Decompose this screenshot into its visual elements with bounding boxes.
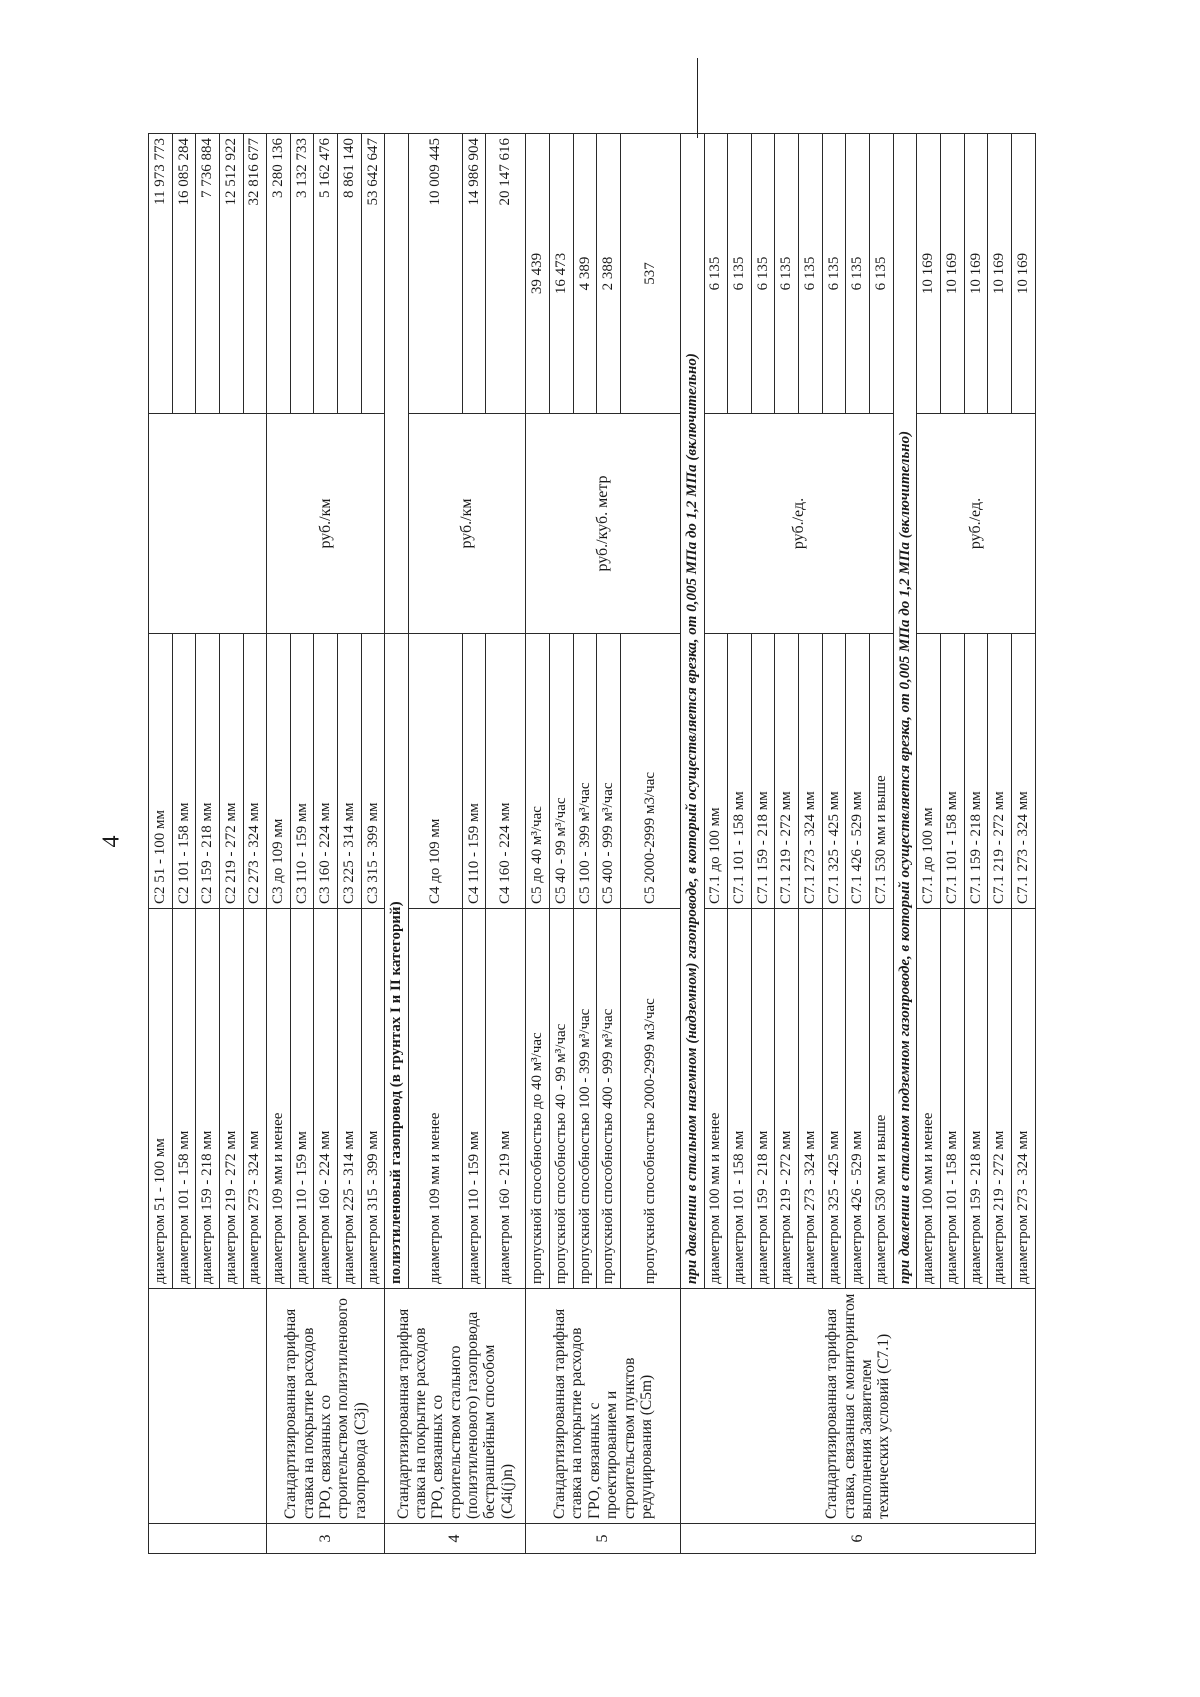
subsection-header: полиэтиленовый газопровод (в грунтах I и II категорий) xyxy=(385,634,409,1289)
value-cell: 39 439 xyxy=(526,134,550,414)
value-cell: 6 135 xyxy=(751,134,775,414)
code-cell: С3 225 - 314 мм xyxy=(338,634,362,909)
parameter-cell: пропускной способностью 40 - 99 м³/час xyxy=(550,909,574,1289)
value-cell: 5 162 476 xyxy=(314,134,338,414)
code-cell: С5 до 40 м³/час xyxy=(526,634,550,909)
code-cell: С7.1 219 - 272 мм xyxy=(988,634,1012,909)
service-description: Стандартизированная тарифная ставка на покрытие расходов ГРО, связанных со строительством полиэтиленового газопровода (С3j) xyxy=(267,1289,385,1524)
parameter-cell: диаметром 110 - 159 мм xyxy=(462,909,486,1289)
unit-cell: руб./ед. xyxy=(917,414,1036,634)
table-row xyxy=(680,134,704,1554)
value-cell: 10 169 xyxy=(988,134,1012,414)
code-cell: С7.1 273 - 324 мм xyxy=(799,634,823,909)
table-row xyxy=(526,134,550,1554)
service-description: Стандартизированная тарифная ставка на покрытие расходов ГРО, связанных со строительством стального (полиэтиленового) газопровода бестраншейным способом (С4i(j)n) xyxy=(385,1289,526,1524)
parameter-cell: пропускной способностью до 40 м³/час xyxy=(526,909,550,1289)
parameter-cell: пропускной способностью 400 - 999 м³/час xyxy=(597,909,621,1289)
value-cell: 3 280 136 xyxy=(267,134,291,414)
parameter-cell: диаметром 100 мм и менее xyxy=(704,909,728,1289)
value-cell: 14 986 904 xyxy=(462,134,486,414)
empty-cell xyxy=(385,134,409,634)
value-cell: 16 085 284 xyxy=(172,134,196,414)
row-number: 6 xyxy=(680,1524,1035,1554)
code-cell: С3 315 - 399 мм xyxy=(361,634,385,909)
parameter-cell: диаметром 159 - 218 мм xyxy=(751,909,775,1289)
code-cell: С3 160 - 224 мм xyxy=(314,634,338,909)
value-cell: 10 169 xyxy=(917,134,941,414)
table-row xyxy=(385,134,409,1554)
value-cell: 3 132 733 xyxy=(290,134,314,414)
code-cell: С7.1 159 - 218 мм xyxy=(964,634,988,909)
parameter-cell: диаметром 110 - 159 мм xyxy=(290,909,314,1289)
tariff-table xyxy=(148,133,1036,1554)
code-cell: С7.1 530 мм и выше xyxy=(870,634,894,909)
value-cell: 20 147 616 xyxy=(486,134,526,414)
margin-line xyxy=(697,58,698,138)
code-cell: С3 до 109 мм xyxy=(267,634,291,909)
value-cell: 32 816 677 xyxy=(243,134,267,414)
parameter-cell: диаметром 160 - 219 мм xyxy=(486,909,526,1289)
value-cell: 7 736 884 xyxy=(196,134,220,414)
parameter-cell: диаметром 100 мм и менее xyxy=(917,909,941,1289)
code-cell: С7.1 до 100 мм xyxy=(704,634,728,909)
parameter-cell: пропускной способностью 2000-2999 м3/час xyxy=(620,909,680,1289)
parameter-cell: диаметром 325 - 425 мм xyxy=(822,909,846,1289)
code-cell: С4 до 109 мм xyxy=(409,634,463,909)
value-cell: 10 009 445 xyxy=(409,134,463,414)
unit-cell: руб./км xyxy=(267,414,385,634)
service-description xyxy=(149,1289,267,1524)
parameter-cell: диаметром 273 - 324 мм xyxy=(1011,909,1035,1289)
parameter-cell: диаметром 273 - 324 мм xyxy=(799,909,823,1289)
code-cell: С7.1 до 100 мм xyxy=(917,634,941,909)
value-cell: 2 388 xyxy=(597,134,621,414)
row-number: 3 xyxy=(267,1524,385,1554)
code-cell: С7.1 159 - 218 мм xyxy=(751,634,775,909)
unit-cell: руб./км xyxy=(409,414,526,634)
parameter-cell: диаметром 225 - 314 мм xyxy=(338,909,362,1289)
value-cell: 53 642 647 xyxy=(361,134,385,414)
value-cell: 6 135 xyxy=(775,134,799,414)
value-cell: 537 xyxy=(620,134,680,414)
value-cell: 6 135 xyxy=(799,134,823,414)
parameter-cell: диаметром 101 - 158 мм xyxy=(728,909,752,1289)
unit-cell xyxy=(149,414,267,634)
value-cell: 6 135 xyxy=(704,134,728,414)
value-cell: 16 473 xyxy=(550,134,574,414)
parameter-cell: диаметром 159 - 218 мм xyxy=(964,909,988,1289)
code-cell: С4 110 - 159 мм xyxy=(462,634,486,909)
code-cell: С2 159 - 218 мм xyxy=(196,634,220,909)
value-cell: 6 135 xyxy=(846,134,870,414)
value-cell: 6 135 xyxy=(728,134,752,414)
code-cell: С7.1 325 - 425 мм xyxy=(822,634,846,909)
code-cell: С2 273 - 324 мм xyxy=(243,634,267,909)
parameter-cell: диаметром 219 - 272 мм xyxy=(219,909,243,1289)
parameter-cell: диаметром 219 - 272 мм xyxy=(988,909,1012,1289)
code-cell: С5 2000-2999 м3/час xyxy=(620,634,680,909)
code-cell: С4 160 - 224 мм xyxy=(486,634,526,909)
parameter-cell: диаметром 109 мм и менее xyxy=(267,909,291,1289)
parameter-cell: диаметром 530 мм и выше xyxy=(870,909,894,1289)
value-cell: 11 973 773 xyxy=(149,134,173,414)
value-cell: 6 135 xyxy=(870,134,894,414)
row-number: 4 xyxy=(385,1524,526,1554)
code-cell: С7.1 426 - 529 мм xyxy=(846,634,870,909)
value-cell: 8 861 140 xyxy=(338,134,362,414)
code-cell: С7.1 101 - 158 мм xyxy=(728,634,752,909)
row-number xyxy=(149,1524,267,1554)
value-cell: 10 169 xyxy=(1011,134,1035,414)
table-row xyxy=(149,134,173,1554)
value-cell: 12 512 922 xyxy=(219,134,243,414)
pressure-note-aboveground: при давлении в стальном наземном (надземном) газопроводе, в который осуществляется врезка, от 0,005 МПа до 1,2 МПа (включительно) xyxy=(680,134,704,1289)
value-cell: 6 135 xyxy=(822,134,846,414)
parameter-cell: диаметром 160 - 224 мм xyxy=(314,909,338,1289)
code-cell: С3 110 - 159 мм xyxy=(290,634,314,909)
code-cell: С2 101 - 158 мм xyxy=(172,634,196,909)
table-row xyxy=(267,134,291,1554)
code-cell: С5 100 - 399 м³/час xyxy=(573,634,597,909)
code-cell: С2 51 - 100 мм xyxy=(149,634,173,909)
parameter-cell: диаметром 273 - 324 мм xyxy=(243,909,267,1289)
parameter-cell: диаметром 219 - 272 мм xyxy=(775,909,799,1289)
code-cell: С5 40 - 99 м³/час xyxy=(550,634,574,909)
code-cell: С7.1 273 - 324 мм xyxy=(1011,634,1035,909)
parameter-cell: диаметром 109 мм и менее xyxy=(409,909,463,1289)
parameter-cell: диаметром 315 - 399 мм xyxy=(361,909,385,1289)
code-cell: С7.1 219 - 272 мм xyxy=(775,634,799,909)
code-cell: С5 400 - 999 м³/час xyxy=(597,634,621,909)
value-cell: 10 169 xyxy=(964,134,988,414)
parameter-cell: диаметром 426 - 529 мм xyxy=(846,909,870,1289)
unit-cell: руб./куб. метр xyxy=(526,414,681,634)
value-cell: 4 389 xyxy=(573,134,597,414)
pressure-note-underground: при давлении в стальном подземном газопроводе, в который осуществляется врезка, от 0,005 МПа до 1,2 МПа (включительно) xyxy=(893,134,917,1289)
parameter-cell: пропускной способностью 100 - 399 м³/час xyxy=(573,909,597,1289)
row-number: 5 xyxy=(526,1524,681,1554)
parameter-cell: диаметром 101 - 158 мм xyxy=(940,909,964,1289)
unit-cell: руб./ед. xyxy=(704,414,893,634)
code-cell: С2 219 - 272 мм xyxy=(219,634,243,909)
rotated-table-wrapper xyxy=(148,134,1036,1554)
code-cell: С7.1 101 - 158 мм xyxy=(940,634,964,909)
parameter-cell: диаметром 159 - 218 мм xyxy=(196,909,220,1289)
page-number: 4 xyxy=(98,835,125,848)
parameter-cell: диаметром 101 - 158 мм xyxy=(172,909,196,1289)
value-cell: 10 169 xyxy=(940,134,964,414)
parameter-cell: диаметром 51 - 100 мм xyxy=(149,909,173,1289)
service-description: Стандартизированная тарифная ставка на покрытие расходов ГРО, связанных с проектированием и строительством пунктов редуцирования (С5m) xyxy=(526,1289,681,1524)
service-description: Стандартизированная тарифная ставка, связанная с мониторингом выполнения Заявителем технических условий (С7.1) xyxy=(680,1289,1035,1524)
